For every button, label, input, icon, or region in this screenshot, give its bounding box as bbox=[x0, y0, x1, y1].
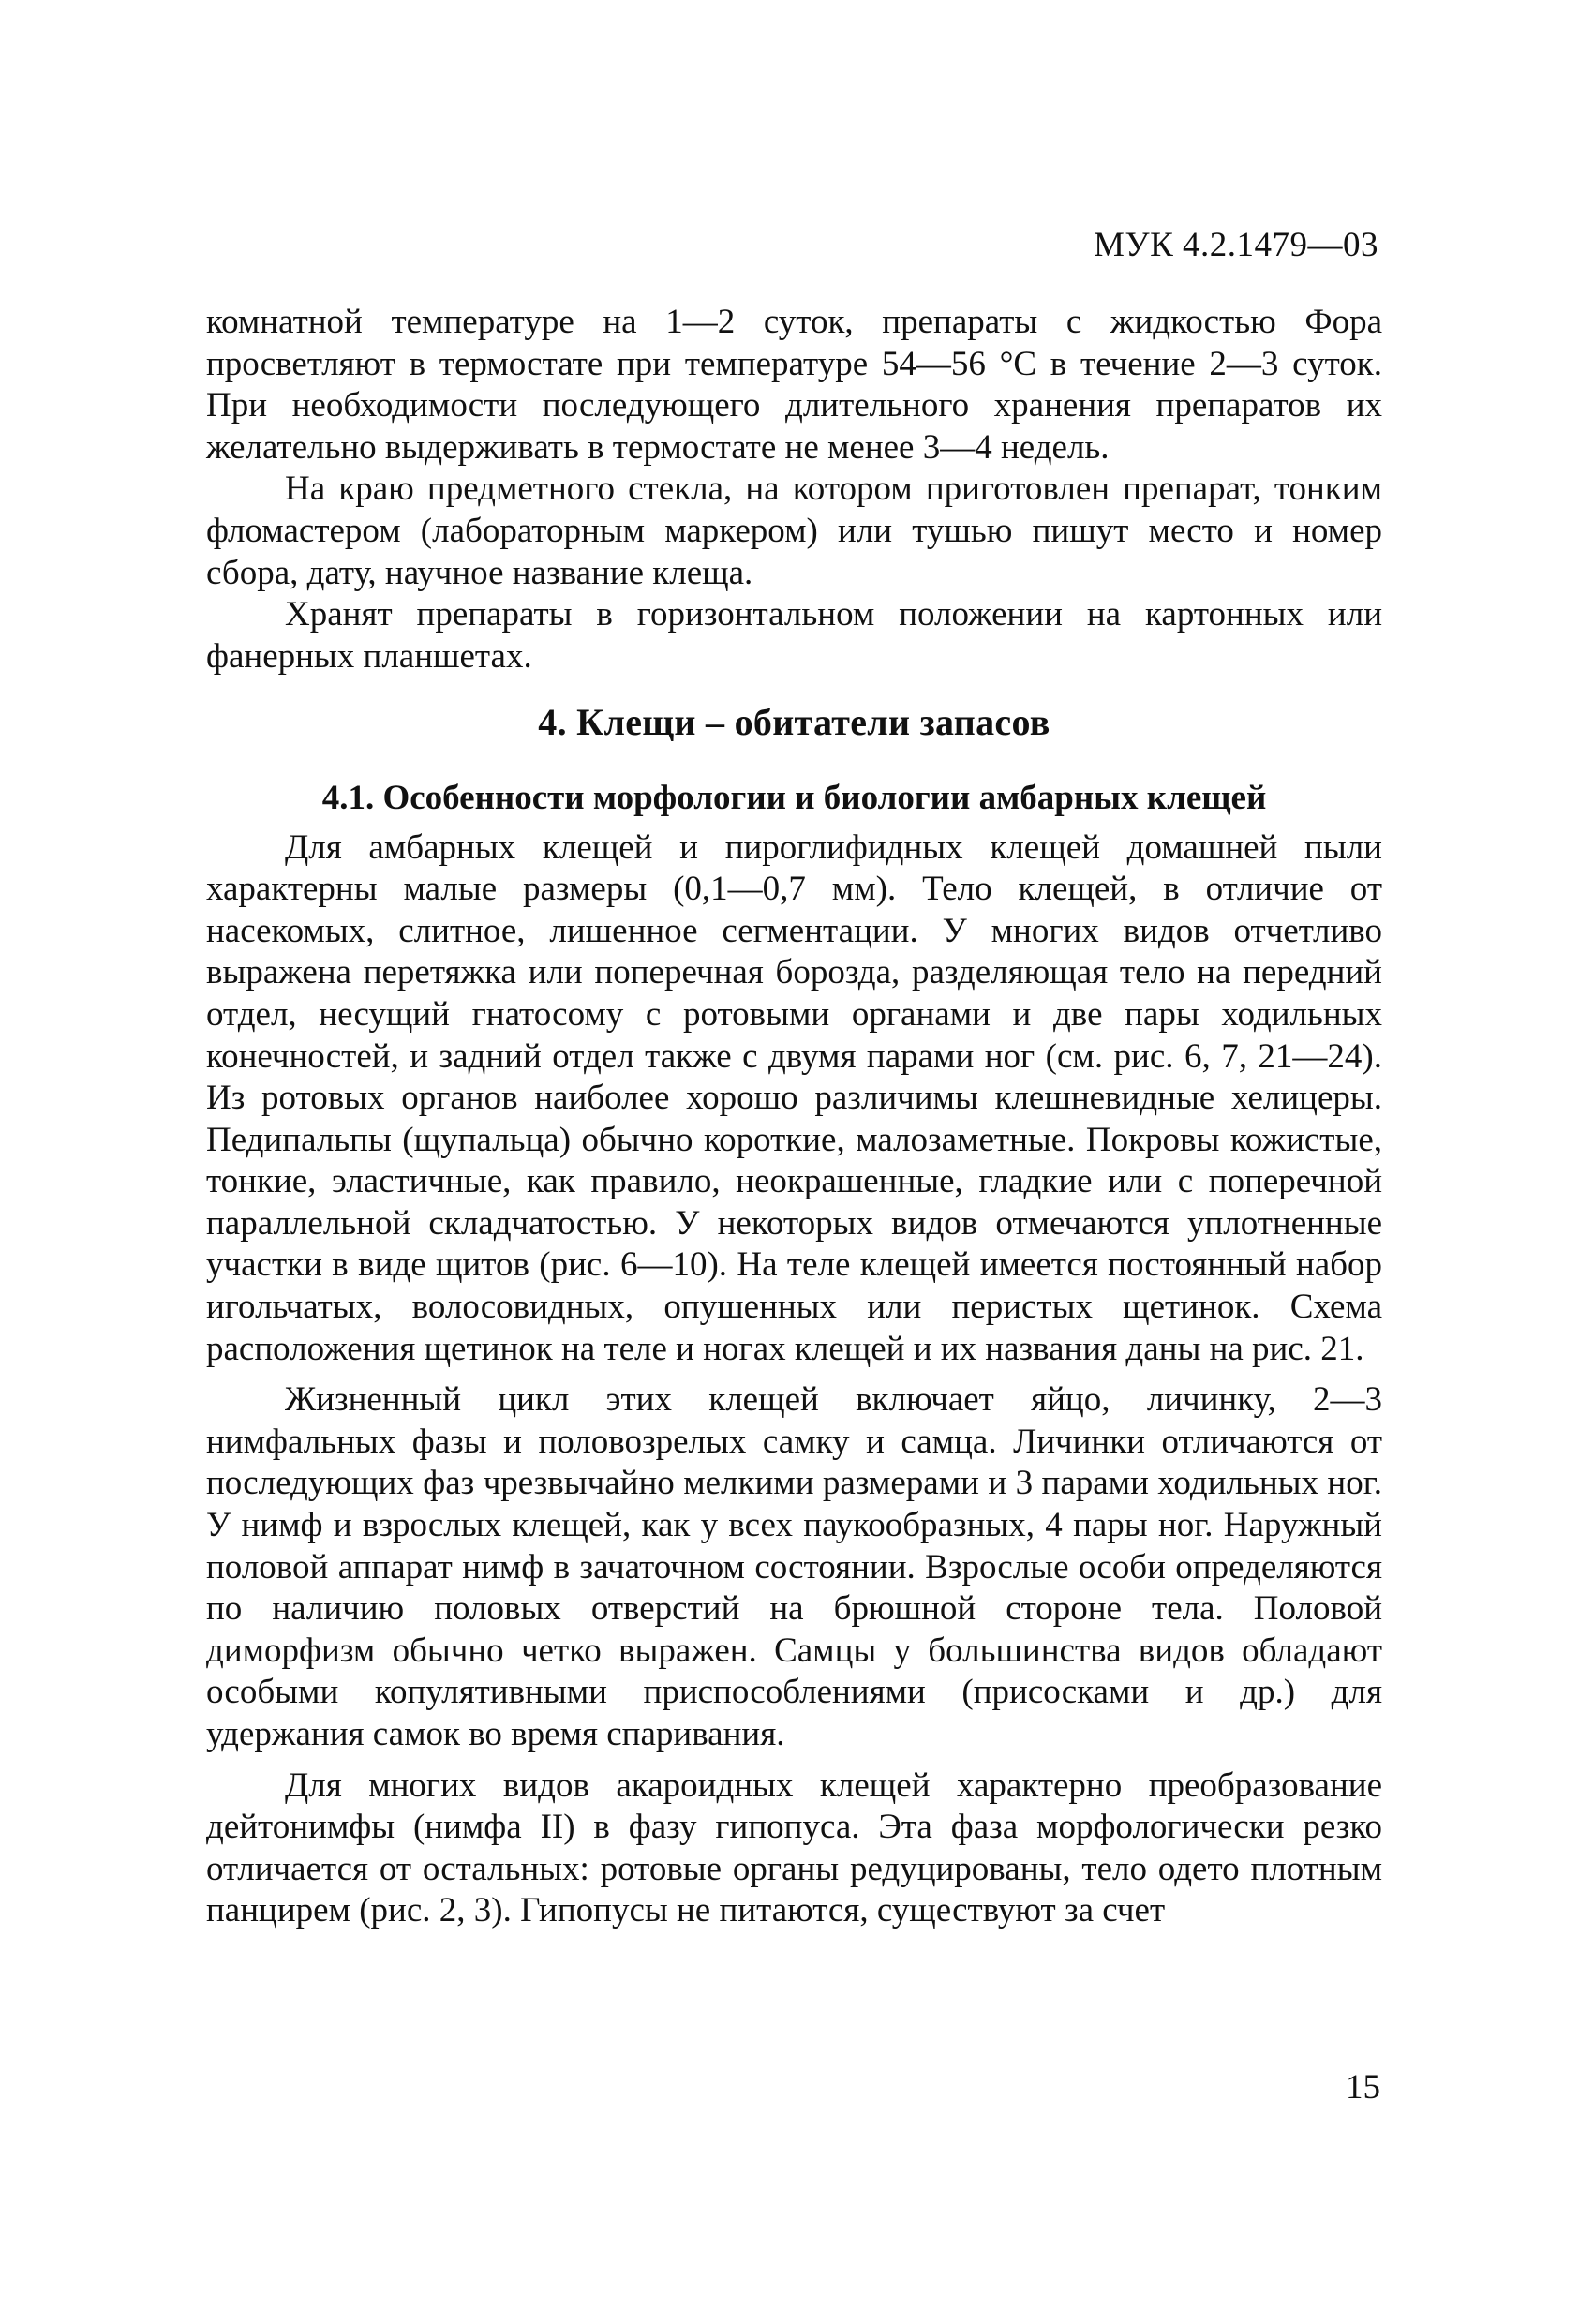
paragraph-intro-2: На краю предметного стекла, на котором приготовлен препарат, тонким фломастером (лабораторным маркером) или тушью пишут место и номер сбора, дату, научное название клеща. bbox=[206, 469, 1382, 592]
paragraph-morphology: Для амбарных клещей и пироглифидных клещей домашней пыли характерны малые размеры (0,1—0,7 мм). Тело клещей, в отличие от насекомых, слитное, лишенное сегментации. У многих видов отчетливо выражена перетяжка или поперечная борозда, разделяющая тело на передний отдел, несущий гнатосому с ротовыми органами и две пары ходильных конечностей, и задний отдел также с двумя парами ног (см. рис. 6, 7, 21—24). Из ротовых органов наиболее хорошо различимы клешневидные хелицеры. Педипальпы (щупальца) обычно короткие, малозаметные. Покровы кожистые, тонкие, эластичные, как правило, неокрашенные, гладкие или с поперечной параллельной складчатостью. У некоторых видов отмечаются уплотненные участки в виде щитов (рис. 6—10). На теле клещей имеется постоянный набор игольчатых, волосовидных, опушенных или перистых щетинок. Схема расположения щетинок на теле и ногах клещей и их названия даны на рис. 21. bbox=[206, 827, 1382, 1368]
paragraph-life-cycle: Жизненный цикл этих клещей включает яйцо, личинку, 2—3 нимфальных фазы и половозрелых самку и самца. Личинки отличаются от последующих фаз чрезвычайно мелкими размерами и 3 парами ходильных ног. У нимф и взрослых клещей, как у всех паукообразных, 4 пары ног. Наружный половой аппарат нимф в зачаточном состоянии. Взрослые особи определяются по наличию половых отверстий на брюшной стороне тела. Половой диморфизм обычно четко выражен. Самцы у большинства видов обладают особыми копулятивными приспособлениями (присосками и др.) для удержания самок во время спаривания. bbox=[206, 1380, 1382, 1753]
body-text bbox=[206, 302, 1382, 1932]
page-number: 15 bbox=[1346, 2068, 1380, 2107]
paragraph-intro-3: Хранят препараты в горизонтальном положении на картонных или фанерных планшетах. bbox=[206, 595, 1382, 676]
section-title: 4. Клещи – обитатели запасов bbox=[538, 701, 1050, 744]
subsection-title: 4.1. Особенности морфологии и биологии амбарных клещей bbox=[321, 778, 1267, 817]
paragraph-intro-1: комнатной температуре на 1—2 суток, препараты с жидкостью Фора просветляют в термостате при температуре 54—56 °С в течение 2—3 суток. При необходимости последующего длительного хранения препаратов их желательно выдерживать в термостате не менее 3—4 недель. bbox=[206, 303, 1382, 467]
paragraph-hypopus: Для многих видов акароидных клещей характерно преобразование дейтонимфы (нимфа II) в фазу гипопуса. Эта фаза морфологически резко отличается от остальных: ротовые органы редуцированы, тело одето плотным панцирем (рис. 2, 3). Гипопусы не питаются, существуют за счет bbox=[206, 1765, 1382, 1930]
document-code: МУК 4.2.1479—03 bbox=[1093, 226, 1378, 264]
